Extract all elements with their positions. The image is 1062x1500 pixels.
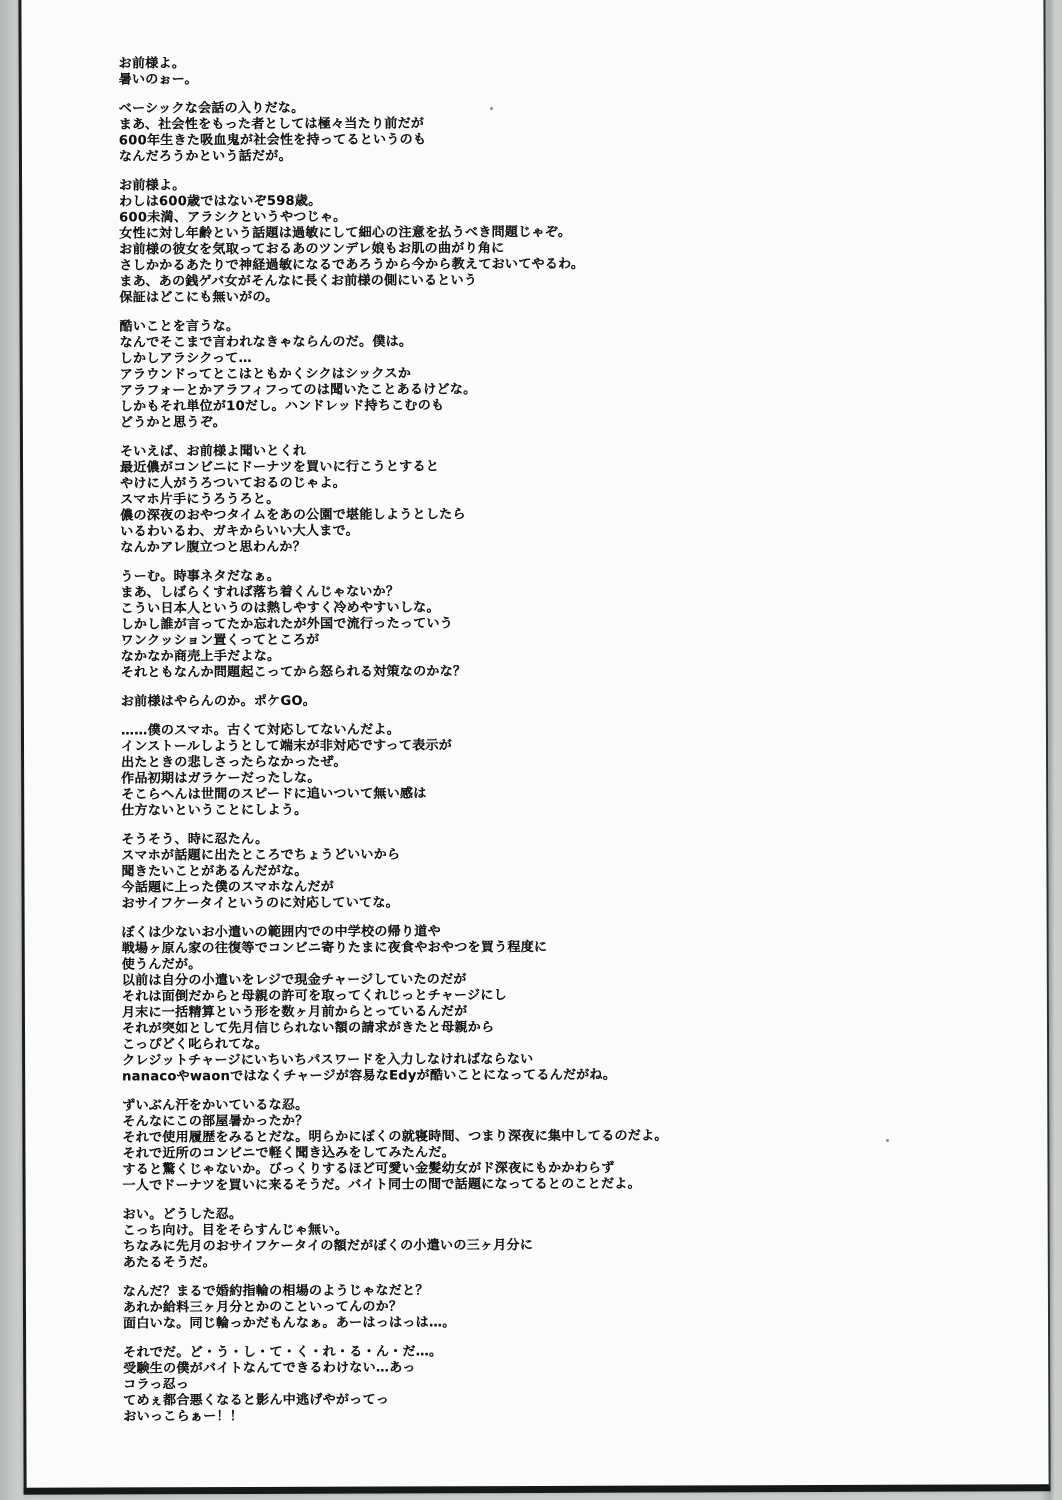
afterword-text — [119, 53, 1024, 1438]
text-line: 一人でドーナツを買いに来るそうだ。バイト同士の間で話題になってるとのことだよ。 — [122, 1176, 641, 1194]
paragraph — [123, 1281, 1023, 1332]
text-line: いるわいるわ、ガキからいい大人まで。 — [120, 523, 359, 540]
text-line: そいえば、お前様よ聞いとくれ — [119, 443, 307, 460]
text-line: わしは600歳ではないぞ598歳。 — [119, 193, 322, 210]
text-line: あたるそうだ。 — [122, 1255, 216, 1271]
text-line: お前様はやらんのか。ポケGO。 — [120, 693, 317, 710]
text-line: なんでそこまで言われなきゃならんのだ。僕は。 — [119, 334, 413, 351]
paragraph — [120, 441, 1020, 556]
paragraph — [122, 922, 1023, 1085]
paragraph — [121, 720, 1021, 819]
paragraph — [120, 316, 1020, 431]
text-line: やけに人がうろついておるのじゃよ。 — [120, 475, 347, 492]
text-line: そこらへんは世間のスピードに追いついて無い感は — [121, 786, 427, 803]
text-line: そんなにこの部屋暑かったか？ — [122, 1113, 309, 1130]
text-line: インストールしようとして端末が非対応ですって表示が — [120, 738, 453, 755]
text-line: ……僕のスマホ。古くて対応してないんだよ。 — [120, 722, 401, 739]
text-line: こうい日本人というのは熱しやすく冷めやすいしな。 — [120, 600, 440, 617]
text-line: クレジットチャージにいちいちパスワードを入力しなければならない — [122, 1052, 534, 1069]
text-line: スマホが話題に出たところでちょうどいいから — [121, 847, 401, 864]
text-line: 使うんだが。 — [121, 957, 202, 973]
text-line: こっち向け。目をそらすんじゃ無い。 — [122, 1222, 349, 1239]
paper-sheet — [18, 0, 1050, 1495]
text-line: ワンクッション置くってところが — [120, 632, 320, 649]
text-line: まあ、しばらくすれば落ち着くんじゃないか？ — [120, 584, 400, 601]
text-line: 以前は自分の小遣いをレジで現金チャージしていたのだが — [121, 972, 467, 989]
text-line: なんだろうかという話だが。 — [118, 148, 292, 165]
text-line: なんだ？まるで婚約指輪の相場のようじゃなだと？ — [122, 1283, 429, 1300]
scan-speck — [886, 1139, 889, 1142]
text-line: 仕方ないということにしよう。 — [121, 802, 308, 819]
text-line: さしかかるあたりで神経過敏になるであろうから今から教えておいてやるわ。 — [119, 256, 585, 274]
paragraph — [121, 829, 1021, 912]
text-line: 600年生きた吸血鬼が社会性を持ってるというのも — [118, 132, 427, 149]
text-line: ぼくは少ないお小遣いの範囲内での中学校の帰り道や — [121, 924, 441, 941]
text-line: どうかと思うぞ。 — [119, 415, 227, 431]
text-line: 聞きたいことがあるんだがな。 — [121, 863, 308, 880]
paragraph — [123, 1342, 1023, 1425]
text-line: スマホ片手にうろうろと。 — [120, 491, 280, 508]
text-line: お前様よ。 — [119, 178, 186, 194]
text-line: お前様の彼女を気取っておるあのツンデレ娘もお肌の曲がり角に — [119, 241, 505, 258]
text-line: それは面倒だからと母親の許可を取ってくれじっとチャージにし — [121, 988, 507, 1005]
text-line: それでだ。ど・う・し・て・く・れ・る・ん・だ…。 — [123, 1344, 443, 1361]
text-line: 面白いな。同じ輪っかだもんなぁ。あーはっはっは…。 — [123, 1315, 456, 1332]
text-line: しかもそれ単位が10だし。ハンドレッド持ちこむのも — [119, 398, 445, 415]
text-line: コラっ忍っ — [123, 1377, 190, 1393]
text-line: アラウンドってとこはともかくシクはシックスか — [119, 366, 412, 383]
text-line: 戦場ヶ原ん家の往復等でコンビニ寄りたまに夜食やおやつを買う程度に — [121, 939, 548, 957]
text-line: おいっこらぁー！！ — [123, 1409, 244, 1425]
paragraph — [119, 53, 1019, 88]
text-line: ちなみに先月のおサイフケータイの額だがぼくの小遣いの三ヶ月分に — [122, 1238, 534, 1255]
text-line: しかしアラシクって… — [119, 350, 252, 367]
text-line: アラフォーとかアラフィフってのは聞いたことあるけどな。 — [119, 382, 477, 399]
text-line: すると驚くじゃないか。びっくりするほど可愛い金髪幼女がド深夜にもかかわらず — [122, 1160, 615, 1178]
text-line: 保証はどこにも無いがの。 — [119, 289, 279, 306]
text-line: そうそう、時に忍たん。 — [121, 831, 269, 848]
paragraph — [122, 1095, 1022, 1194]
text-line: それともなんか問題起こってから怒られる対策なのかな？ — [120, 664, 467, 681]
text-line: おい。どうした忍。 — [122, 1207, 243, 1223]
text-line: 今話題に上った僕のスマホなんだが — [121, 879, 335, 896]
scan-speck — [490, 107, 493, 110]
text-line: こっぴどく叱られてな。 — [122, 1036, 269, 1053]
text-line: あれか給料三ヶ月分とかのこといってんのか？ — [122, 1299, 403, 1316]
paragraph — [120, 566, 1020, 681]
text-line: 儂の深夜のおやつタイムをあの公園で堪能しようとしたら — [120, 507, 466, 524]
text-line: おサイフケータイというのに対応していてな。 — [121, 895, 399, 912]
text-line: まあ、社会性をもった者としては極々当たり前だが — [118, 116, 425, 133]
text-line: てめぇ都合悪くなると影ん中逃げやがってっ — [123, 1392, 390, 1409]
text-line: なかなか商売上手だよな。 — [120, 648, 281, 665]
text-line: 受験生の僕がバイトなんてできるわけない…あっ — [123, 1360, 416, 1377]
paragraph — [119, 98, 1019, 165]
text-line: 作品初期はガラケーだったしな。 — [121, 770, 321, 787]
text-line: うーむ。時事ネタだなぁ。 — [120, 568, 281, 585]
text-line: なんかアレ腹立つと思わんか？ — [120, 539, 307, 556]
text-line: それで使用履歴をみるとだな。明らかにぼくの就寝時間、つまり深夜に集中してるのだよ。 — [122, 1128, 668, 1146]
text-line: 酷いことを言うな。 — [119, 319, 240, 335]
text-line: それで近所のコンビニで軽く聞き込みをしてみたんだ。 — [122, 1145, 455, 1162]
text-line: ずいぶん汗をかいているな忍。 — [122, 1097, 309, 1114]
paragraph — [121, 691, 1021, 710]
text-line: それが突如として先月信じられない額の請求がきたと母親から — [121, 1020, 495, 1037]
text-line: まあ、あの銭ゲバ女がそんなに長くお前様の側にいるという — [119, 273, 478, 290]
text-line: nanacoやwaonではなくチャージが容易なEdyが酷いことになってるんだがね。 — [122, 1067, 617, 1085]
text-line: ベーシックな会話の入りだな。 — [118, 100, 305, 117]
paragraph — [123, 1204, 1023, 1271]
text-line: 月末に一括精算という形を数ヶ月前からとっているんだが — [121, 1004, 468, 1021]
paragraph — [119, 175, 1019, 306]
text-line: 最近儂がコンビニにドーナツを買いに行こうとすると — [120, 459, 440, 476]
text-line: お前様よ。 — [118, 56, 186, 72]
text-line: しかし誰が言ってたか忘れたが外国で流行ったっていう — [120, 616, 454, 633]
text-line: 女性に対し年齢という話題は過敏にして細心の注意を払うべき問題じゃぞ。 — [119, 224, 572, 242]
text-line: 600未満、アラシクというやつじゃ。 — [119, 209, 347, 226]
text-line: 出たときの悲しさったらなかったぜ。 — [121, 754, 347, 771]
text-line: 暑いのぉー。 — [118, 72, 198, 88]
